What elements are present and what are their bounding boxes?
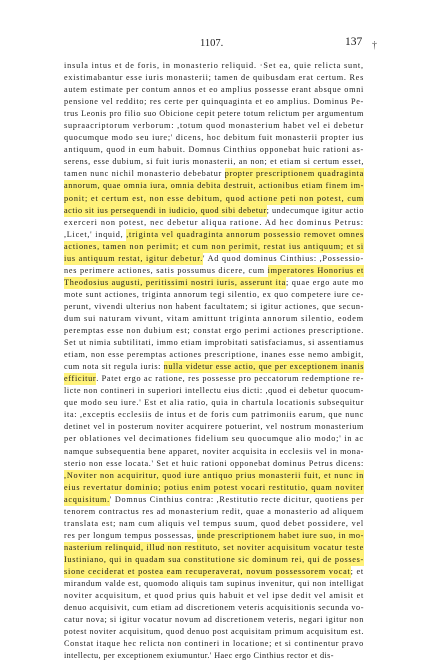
text-line xyxy=(64,156,364,168)
text-segment: serens, esse dubium, si fuit iuris monasterii, an non; et etiam si certum esset, xyxy=(64,157,364,167)
highlighted-text: Iustiniano, qui in quadam sua constitutione sic dominum rei, qui de posses- xyxy=(64,554,364,566)
text-line xyxy=(64,337,364,349)
text-segment: pensione vel reddito; res certe per quinquaginta et eo amplius. Dominus Pe- xyxy=(64,97,364,107)
text-line xyxy=(64,193,364,205)
text-segment: res per longum tempus possessas, xyxy=(64,530,197,540)
highlighted-text: sione ceciderat et postea eam recuperaverat, novum possessorem vocat xyxy=(64,566,351,578)
text-line xyxy=(64,650,364,662)
text-line xyxy=(64,120,364,132)
text-segment: trus Leonis pro filio suo Obicione cepit petere totum relictum per argumentum xyxy=(64,109,364,119)
highlighted-text: ,Noviter non acquiritur, quod iure antiquo prius monasterii fuit, et nunc in xyxy=(64,470,364,482)
text-segment: ,Licet,' inquid, xyxy=(64,229,127,239)
text-line xyxy=(64,578,364,590)
text-line xyxy=(64,470,364,482)
text-segment: denuo acquisivit, cum etiam ad discretionem veteris acquisitionis secunda vo- xyxy=(64,603,364,613)
text-segment: nes perimere actiones, satis possumus dicere, cum xyxy=(64,265,268,275)
text-line xyxy=(64,458,364,470)
margin-mark: † xyxy=(372,40,377,51)
text-line xyxy=(64,325,364,337)
text-line xyxy=(64,313,364,325)
text-segment: supraacriptorum verborum: ,totum quod monasterium habet vel ei debetur xyxy=(64,121,364,131)
text-segment: catur nova; si igitur vocatur novum ad discretionem veteris, negari igitur non xyxy=(64,615,364,625)
text-line xyxy=(64,349,364,361)
highlighted-text: annorum, quae omnia iura, omnia debita destruit, actionibus etiam finem im- xyxy=(64,180,364,192)
text-line xyxy=(64,385,364,397)
text-segment: mote sunt actiones, triginta annorum tegi silentio, ex quo competere iure ce- xyxy=(64,289,364,299)
highlighted-text: ,triginta vel quadraginta annorum possessio removet omnes xyxy=(126,229,364,241)
text-segment: noviter acquisitum, et quod prius quis habuit et vel ipse dedit vel amisit et xyxy=(64,591,364,601)
text-segment: ' Domnus Cinthius contra: ,Restitutio recte dicitur, quotiens per xyxy=(109,494,364,504)
text-segment: existimabantur esse iuris monasterii; tamen de quibusdam erat certum. Res xyxy=(64,73,364,83)
text-line xyxy=(64,397,364,409)
highlighted-text: propter prescriptionem quadraginta xyxy=(225,168,364,180)
text-line xyxy=(64,542,364,554)
text-segment: cum nota sit regula iuris: xyxy=(64,362,164,372)
highlighted-text: efficitur xyxy=(64,373,96,385)
highlighted-text: nulla videtur esse actio, que per exceptionem inanis xyxy=(164,361,364,373)
text-segment: dum sui naturam vivunt, vitam amittunt triginta annorum silentio, eodem xyxy=(64,313,364,323)
highlighted-text: eius revertatur dominio; potius enim potest vocari restitutio, quam noviter xyxy=(64,482,364,494)
text-line xyxy=(64,229,364,241)
text-segment: sterio non esse locata.' Set et huic rationi opponebat dominus Petrus dicens: xyxy=(64,458,364,468)
highlighted-text: unde prescriptionem habet iure suo, in mo- xyxy=(197,530,364,542)
text-segment: ; quae ergo aute mo xyxy=(285,277,364,287)
text-line xyxy=(64,361,364,373)
text-line xyxy=(64,289,364,301)
text-segment: ; et xyxy=(350,566,364,576)
highlighted-text: actiones, tamen non perimit; et cum non perimit, restat ius antiquum; et si xyxy=(64,241,364,253)
page-number: 137 xyxy=(345,36,363,48)
text-segment: mirandum valde est, quomodo aliquis tam supinus invenitur, qui non intelligat xyxy=(64,579,364,589)
text-segment: translata est; nam cum aliquis vel tempus suum, quod debet possidere, vel xyxy=(64,518,364,528)
text-line xyxy=(64,132,364,144)
text-line xyxy=(64,566,364,578)
text-segment: intellectu, per exceptionem exiumuntur.' Haec ergo Cinthius rector et dis- xyxy=(64,651,334,661)
text-segment: detinet vel in posterum noviter acquirere potuerint, vel nostrum monasterium xyxy=(64,422,364,432)
text-segment: exerceri non potest, nec debetur aliqua ratione. Ad hec dominus Petrus: xyxy=(64,217,364,227)
text-segment: autem estimate per contum annos et eo amplius possesse erant absque omni xyxy=(64,85,364,95)
text-line xyxy=(64,144,364,156)
text-segment: quocumque modo seu iure;' dicens, hoc debitum fuit monasterii propter ius xyxy=(64,133,364,143)
text-line xyxy=(64,253,364,265)
text-segment: insula intus et de foris, in monasterio reliquid. ·Set ea, quie relicta sunt, xyxy=(64,61,364,70)
text-line xyxy=(64,446,364,458)
body-text xyxy=(64,60,364,662)
year-heading: 1107. xyxy=(200,38,224,49)
text-line xyxy=(64,433,364,445)
text-line xyxy=(64,421,364,433)
text-segment: licte non contineri in superiori intellectu eius dicti: ,quod ei debetur quocum- xyxy=(64,386,364,396)
text-segment: tamen nunc nichil monasterio debebatur xyxy=(64,169,225,179)
text-line xyxy=(64,530,364,542)
text-line xyxy=(64,96,364,108)
text-line xyxy=(64,108,364,120)
text-segment: antiquum, quod in eum habuit. Domnus Cinthius opponebat huic rationi as- xyxy=(64,145,364,155)
text-line xyxy=(64,180,364,192)
text-line xyxy=(64,614,364,626)
text-line xyxy=(64,277,364,289)
highlighted-text: imperatores Honorius et xyxy=(268,265,364,277)
text-line xyxy=(64,590,364,602)
text-line xyxy=(64,506,364,518)
highlighted-text: acquisitum. xyxy=(64,494,110,506)
text-line xyxy=(64,554,364,566)
text-segment: Set ut nimia subtilitati, immo etiam improbitati satisfaciamus, si assentiamus xyxy=(64,338,364,348)
text-segment: potest noviter acquisitum, quod denuo post acquisitam primum acquisitum est. xyxy=(64,627,364,637)
text-line xyxy=(64,60,364,72)
text-line xyxy=(64,265,364,277)
text-line xyxy=(64,301,364,313)
text-segment: per oblationes vel decimationes fidelium seu quocumque alio modo;' in ac xyxy=(64,434,364,444)
text-segment: etiam, non esse peremptas actiones prescriptione, inanes esse nemo ambigit, xyxy=(64,350,364,360)
text-segment: ita: ,exceptis ecclesiis de intus et de foris cum patrimoniis earum, que nunc xyxy=(64,410,364,420)
text-line xyxy=(64,494,364,506)
text-line xyxy=(64,241,364,253)
highlighted-text: ius antiquum restat, igitur debetur. xyxy=(64,253,203,265)
text-line xyxy=(64,373,364,385)
text-line xyxy=(64,409,364,421)
text-segment: peremptas esse non dubium est; constat ergo perimi actiones prescriptione. xyxy=(64,326,364,336)
text-segment: Constat itaque hec relicta non contineri in locatione; et si continentur pravo xyxy=(64,639,364,649)
text-line xyxy=(64,168,364,180)
text-segment: que modo seu iure.' Est et alia ratio, quia in chartula locationis subsequitur xyxy=(64,398,364,408)
text-segment: . Patet ergo ac ratione, res possesse pro peccatorum redemptione re- xyxy=(96,374,364,384)
text-line xyxy=(64,638,364,650)
text-segment: namque subsequentia bene apparet, noviter acquisita in ecclesiis vel in mona- xyxy=(64,446,364,456)
text-line xyxy=(64,518,364,530)
text-segment: ' Ad quod dominus Cinthius: ,Possessio- xyxy=(203,253,364,263)
text-line xyxy=(64,84,364,96)
highlighted-text: ponit; et certum est, non esse debitum, quod actione peti non potest, cum xyxy=(64,193,364,205)
highlighted-text: actio sit ius persequendi in iudicio, quod sibi debetur xyxy=(64,205,267,217)
text-segment: tenorem contractus res ad monasterium redit, quae a monasterio ad aliquem xyxy=(64,506,364,516)
page-header xyxy=(0,38,431,52)
text-line xyxy=(64,626,364,638)
text-line xyxy=(64,72,364,84)
text-line xyxy=(64,602,364,614)
highlighted-text: nasterium relinquid, illud non restituto, set noviter acquisitum vocatur teste xyxy=(64,542,364,554)
text-line xyxy=(64,205,364,217)
text-segment: ; undecumque igitur actio xyxy=(266,205,364,215)
text-line xyxy=(64,482,364,494)
highlighted-text: Theodosius augusti, peritissimi nostri iuris, asserunt ita xyxy=(64,277,286,289)
text-segment: perunt, vivendi ulterius non habent facultatem; si igitur actiones, que secun- xyxy=(64,301,364,311)
text-line xyxy=(64,217,364,229)
